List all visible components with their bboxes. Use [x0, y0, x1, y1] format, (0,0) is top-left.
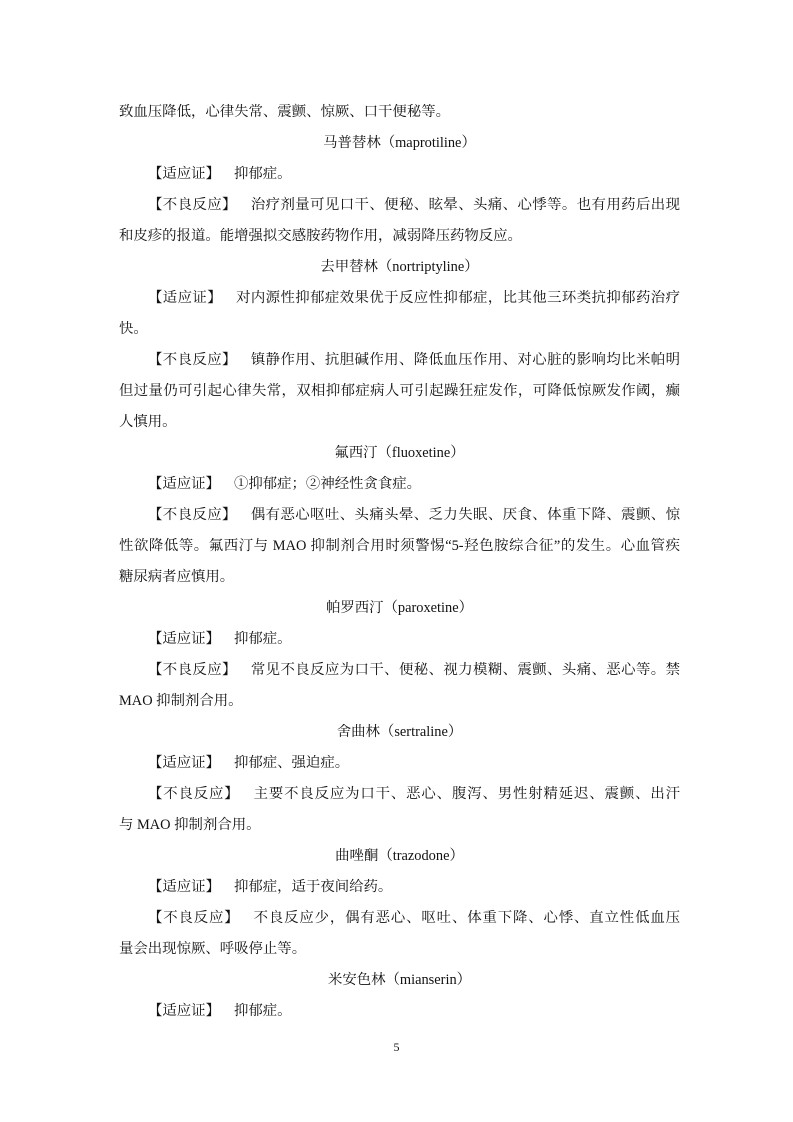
text-line	[119, 314, 680, 345]
section-label: 【适应证】	[148, 290, 223, 306]
section-label: 【适应证】	[148, 879, 220, 895]
line-text: 糖尿病者应慎用。	[119, 569, 235, 585]
text-line	[119, 624, 680, 655]
indications-paragraph	[119, 283, 680, 345]
indications-paragraph	[119, 748, 680, 779]
document-body	[119, 97, 680, 1027]
text-line	[119, 531, 680, 562]
adverse-reactions-paragraph	[119, 345, 680, 438]
text-line	[119, 97, 680, 128]
line-text: 致血压降低，心律失常、震颤、惊厥、口干便秘等。	[119, 104, 450, 120]
drug-heading: 帕罗西汀（paroxetine）	[325, 600, 474, 616]
line-text: 抑郁症。	[233, 631, 292, 647]
line-text: 快。	[119, 321, 148, 337]
line-text: 量会出现惊厥、呼吸停止等。	[119, 941, 307, 957]
section-label: 【适应证】	[148, 631, 220, 647]
section-label: 【不良反应】	[148, 352, 237, 368]
adverse-reactions-paragraph	[119, 655, 680, 717]
page-number: 5	[393, 1040, 400, 1054]
text-line	[119, 810, 680, 841]
adverse-reactions-paragraph	[119, 903, 680, 965]
line-text: 治疗剂量可见口干、便秘、眩晕、头痛、心悸等。也有用药后出现	[250, 197, 680, 213]
text-line	[119, 562, 680, 593]
text-line	[119, 159, 680, 190]
line-text: ①抑郁症；②神经性贪食症。	[233, 476, 422, 492]
drug-heading: 曲唑酮（trazodone）	[335, 848, 464, 864]
indications-paragraph	[119, 469, 680, 500]
indications-paragraph	[119, 996, 680, 1027]
line-text: 镇静作用、抗胆碱作用、降低血压作用、对心脏的影响均比米帕明	[250, 352, 680, 368]
paragraph	[119, 97, 680, 128]
section-label: 【适应证】	[148, 755, 220, 771]
text-line	[119, 221, 680, 252]
section-label: 【不良反应】	[148, 662, 237, 678]
text-line	[119, 283, 680, 314]
text-line	[119, 469, 680, 500]
line-text: 对内源性抑郁症效果优于反应性抑郁症，比其他三环类抗抑郁药治疗	[236, 290, 680, 306]
text-line	[119, 903, 680, 934]
line-text: 抑郁症、强迫症。	[233, 755, 350, 771]
drug-heading: 氟西汀（fluoxetine）	[334, 445, 465, 461]
line-text: 常见不良反应为口干、便秘、视力模糊、震颤、头痛、恶心等。禁	[250, 662, 680, 678]
line-text: 但过量仍可引起心律失常，双相抑郁症病人可引起躁狂症发作，可降低惊厥发作阈，癫	[119, 383, 680, 399]
drug-heading: 舍曲林（sertraline）	[336, 724, 463, 740]
text-line	[119, 345, 680, 376]
text-line	[119, 872, 680, 903]
text-line	[119, 686, 680, 717]
text-line	[119, 376, 680, 407]
line-text: 与 MAO 抑制剂合用。	[119, 817, 261, 833]
section-label: 【适应证】	[148, 1003, 220, 1019]
text-line	[119, 500, 680, 531]
section-label: 【不良反应】	[148, 507, 237, 523]
line-text: 不良反应少，偶有恶心、呕吐、体重下降、心悸、直立性低血压	[253, 910, 680, 926]
line-text: 和皮疹的报道。能增强拟交感胺药物作用，减弱降压药物反应。	[119, 228, 522, 244]
adverse-reactions-paragraph	[119, 500, 680, 593]
text-line	[119, 748, 680, 779]
text-line	[119, 779, 680, 810]
adverse-reactions-paragraph	[119, 779, 680, 841]
indications-paragraph	[119, 624, 680, 655]
section-label: 【适应证】	[148, 476, 220, 492]
text-line	[119, 190, 680, 221]
text-line	[119, 407, 680, 438]
section-label: 【适应证】	[148, 166, 220, 182]
section-label: 【不良反应】	[148, 910, 240, 926]
adverse-reactions-paragraph	[119, 190, 680, 252]
line-text: 抑郁症。	[233, 1003, 292, 1019]
text-line	[119, 655, 680, 686]
line-text: 性欲降低等。氟西汀与 MAO 抑制剂合用时须警惕“5-羟色胺综合征”的发生。心血管疾	[119, 538, 680, 554]
section-label: 【不良反应】	[148, 197, 237, 213]
text-line	[119, 934, 680, 965]
line-text: 偶有恶心呕吐、头痛头晕、乏力失眠、厌食、体重下降、震颤、惊	[250, 507, 680, 523]
line-text: 主要不良反应为口干、恶心、腹泻、男性射精延迟、震颤、出汗	[253, 786, 680, 802]
line-text: MAO 抑制剂合用。	[119, 693, 243, 709]
line-text: 抑郁症，适于夜间给药。	[233, 879, 393, 895]
indications-paragraph	[119, 872, 680, 903]
line-text: 抑郁症。	[233, 166, 292, 182]
drug-heading: 米安色林（mianserin）	[327, 972, 472, 988]
drug-heading: 马普替林（maprotiline）	[323, 135, 476, 151]
indications-paragraph	[119, 159, 680, 190]
drug-heading: 去甲替林（nortriptyline）	[320, 259, 479, 275]
section-label: 【不良反应】	[148, 786, 240, 802]
line-text: 人慎用。	[119, 414, 177, 430]
text-line	[119, 996, 680, 1027]
